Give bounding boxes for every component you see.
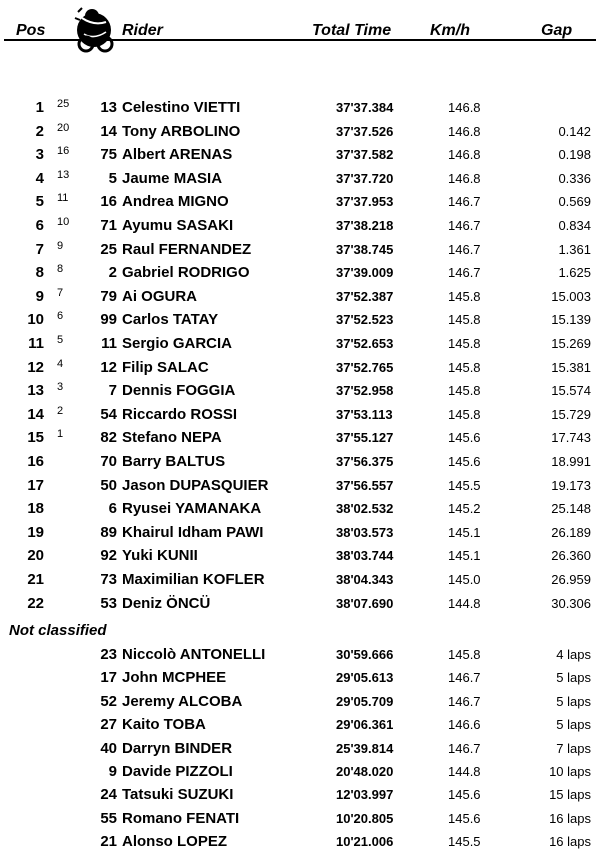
position: 20 (27, 547, 44, 565)
total-time: 37'52.958 (336, 383, 394, 399)
speed-kmh: 145.0 (448, 572, 481, 587)
rider-number: 21 (100, 833, 117, 851)
points: 13 (57, 168, 70, 181)
speed-kmh: 145.8 (448, 288, 481, 304)
rider-name: Romano FENATI (122, 809, 240, 827)
rider-name: Deniz ÖNCÜ (122, 594, 211, 612)
total-time: 29'05.709 (336, 693, 394, 709)
position: 11 (28, 335, 44, 352)
rider-name: Sergio GARCIA (122, 335, 233, 352)
total-time: 37'56.375 (336, 454, 394, 469)
speed-kmh: 145.8 (448, 336, 481, 351)
total-time: 37'39.009 (336, 265, 394, 281)
speed-kmh: 145.8 (448, 406, 481, 422)
speed-kmh: 145.8 (448, 359, 481, 375)
speed-kmh: 145.5 (448, 834, 481, 850)
total-time: 37'38.745 (336, 241, 394, 257)
header-kmh: Km/h (430, 22, 470, 39)
speed-kmh: 145.8 (448, 647, 481, 662)
result-row (0, 167, 602, 190)
gap: 30.306 (551, 595, 591, 611)
speed-kmh: 145.2 (448, 501, 481, 517)
total-time: 38'03.573 (336, 524, 394, 540)
speed-kmh: 146.6 (448, 717, 481, 733)
position: 8 (35, 264, 44, 282)
speed-kmh: 145.8 (448, 312, 481, 328)
position: 14 (27, 405, 44, 423)
gap: 19.173 (551, 477, 591, 493)
not-classified-row (0, 807, 602, 830)
position: 2 (35, 122, 44, 140)
gap: 10 laps (549, 764, 591, 779)
rider-number: 55 (100, 809, 117, 827)
rider-name: Niccolò ANTONELLI (122, 646, 266, 663)
total-time: 29'05.613 (336, 670, 394, 686)
speed-kmh: 145.5 (448, 477, 481, 493)
position: 17 (27, 476, 44, 494)
position: 13 (27, 382, 44, 400)
rider-name: John MCPHEE (122, 669, 227, 687)
result-row (0, 96, 602, 119)
gap: 16 laps (549, 810, 591, 826)
rider-number: 16 (100, 193, 117, 211)
result-row (0, 214, 602, 237)
speed-kmh: 146.8 (448, 170, 481, 186)
rider-name: Tatsuki SUZUKI (122, 786, 234, 804)
gap: 1.361 (558, 241, 591, 257)
rider-name: Kaito TOBA (122, 716, 206, 734)
rider-number: 99 (100, 311, 117, 329)
not-classified-row (0, 830, 602, 853)
points: 16 (57, 145, 70, 158)
position: 1 (35, 99, 44, 116)
gap: 26.360 (551, 548, 591, 564)
position: 7 (35, 240, 44, 258)
not-classified-row (0, 760, 602, 783)
rider-number: 40 (100, 739, 117, 757)
speed-kmh: 145.6 (448, 430, 481, 446)
not-classified-row (0, 666, 602, 689)
not-classified-heading: Not classified (9, 622, 107, 639)
gap: 0.336 (558, 170, 591, 186)
speed-kmh: 146.8 (448, 147, 481, 163)
total-time: 38'02.532 (336, 501, 394, 517)
rider-name: Riccardo ROSSI (122, 405, 238, 423)
result-row (0, 120, 602, 143)
gap: 0.569 (558, 194, 591, 210)
result-row (0, 308, 602, 331)
result-row (0, 143, 602, 166)
total-time: 37'37.953 (336, 194, 394, 210)
gap: 26.959 (551, 572, 591, 587)
gap: 25.148 (551, 501, 591, 517)
rider-name: Albert ARENAS (122, 146, 233, 164)
result-row (0, 261, 602, 284)
speed-kmh: 146.8 (448, 100, 481, 115)
total-time: 37'37.720 (336, 170, 394, 186)
rider-name: Maximilian KOFLER (122, 571, 265, 588)
rider-number: 50 (100, 476, 117, 494)
header-pos: Pos (16, 22, 46, 39)
speed-kmh: 144.8 (448, 595, 481, 611)
results-header (0, 0, 602, 44)
rider-number: 11 (101, 335, 117, 352)
rider-number: 13 (100, 99, 117, 116)
rider-number: 7 (108, 382, 117, 400)
speed-kmh: 146.7 (448, 693, 481, 709)
total-time: 38'07.690 (336, 595, 394, 611)
rider-number: 79 (100, 287, 117, 305)
header-gap: Gap (541, 22, 573, 39)
total-time: 37'37.526 (336, 123, 394, 139)
points: 20 (57, 121, 70, 134)
gap: 5 laps (556, 670, 591, 686)
result-row (0, 190, 602, 213)
gap: 15.574 (551, 383, 591, 399)
not-classified-row (0, 713, 602, 736)
speed-kmh: 146.7 (448, 265, 481, 281)
gap: 4 laps (556, 647, 591, 662)
total-time: 37'52.523 (336, 312, 394, 328)
points: 25 (57, 98, 70, 110)
total-time: 20'48.020 (336, 764, 394, 779)
rider-number: 54 (100, 405, 117, 423)
total-time: 37'55.127 (336, 430, 394, 446)
rider-number: 14 (100, 122, 117, 140)
rider-name: Stefano NEPA (122, 429, 222, 447)
header-divider (4, 39, 596, 41)
rider-name: Tony ARBOLINO (122, 122, 241, 140)
total-time: 30'59.666 (336, 647, 394, 662)
points: 3 (57, 381, 64, 394)
gap: 16 laps (549, 834, 591, 850)
result-row (0, 403, 602, 426)
rider-name: Yuki KUNII (122, 547, 198, 565)
speed-kmh: 145.8 (448, 383, 481, 399)
result-row (0, 238, 602, 261)
position: 5 (35, 193, 44, 211)
gap: 15.381 (551, 359, 591, 375)
rider-name: Raul FERNANDEZ (122, 240, 252, 258)
position: 22 (27, 594, 44, 612)
gap: 0.198 (558, 147, 591, 163)
rider-number: 73 (100, 571, 117, 588)
position: 6 (35, 217, 44, 234)
total-time: 37'52.765 (336, 359, 394, 375)
speed-kmh: 146.7 (448, 670, 481, 686)
rider-number: 6 (108, 500, 117, 518)
result-row (0, 544, 602, 567)
rider-name: Dennis FOGGIA (122, 382, 236, 400)
total-time: 37'38.218 (336, 218, 394, 233)
gap: 15 laps (549, 787, 591, 803)
position: 9 (35, 287, 44, 305)
points: 5 (57, 334, 64, 346)
rider-name: Gabriel RODRIGO (122, 264, 250, 282)
rider-number: 71 (100, 217, 117, 234)
total-time: 37'56.557 (336, 477, 394, 493)
points: 7 (57, 286, 64, 299)
total-time: 10'21.006 (336, 834, 394, 850)
gap: 7 laps (556, 740, 591, 756)
speed-kmh: 146.8 (448, 123, 481, 139)
rider-number: 27 (100, 716, 117, 734)
rider-name: Darryn BINDER (122, 739, 233, 757)
speed-kmh: 146.7 (448, 218, 481, 233)
not-classified-row (0, 737, 602, 760)
position: 15 (27, 429, 44, 447)
gap: 5 laps (556, 717, 591, 733)
total-time: 38'04.343 (336, 572, 394, 587)
position: 19 (27, 523, 44, 541)
not-classified-row (0, 690, 602, 713)
gap: 15.269 (551, 336, 591, 351)
rider-name: Ai OGURA (122, 287, 197, 305)
position: 21 (27, 571, 44, 588)
total-time: 12'03.997 (336, 787, 394, 803)
speed-kmh: 144.8 (448, 764, 481, 779)
speed-kmh: 146.7 (448, 740, 481, 756)
result-row (0, 332, 602, 355)
points: 2 (57, 404, 64, 417)
result-row (0, 379, 602, 402)
not-classified-row (0, 643, 602, 666)
rider-name: Carlos TATAY (122, 311, 219, 329)
gap: 1.625 (558, 265, 591, 281)
speed-kmh: 145.1 (448, 524, 481, 540)
speed-kmh: 145.6 (448, 810, 481, 826)
rider-name: Celestino VIETTI (122, 99, 241, 116)
rider-number: 75 (100, 146, 117, 164)
gap: 18.991 (551, 454, 591, 469)
rider-number: 52 (100, 692, 117, 710)
speed-kmh: 146.7 (448, 241, 481, 257)
position: 4 (35, 169, 44, 187)
gap: 5 laps (556, 693, 591, 709)
rider-number: 17 (100, 669, 117, 687)
result-row (0, 521, 602, 544)
gap: 0.142 (558, 123, 591, 139)
total-time: 38'03.744 (336, 548, 394, 564)
result-row (0, 285, 602, 308)
gap: 0.834 (558, 218, 591, 233)
gap: 17.743 (551, 430, 591, 446)
position: 12 (27, 358, 44, 376)
total-time: 37'37.582 (336, 147, 394, 163)
result-row (0, 426, 602, 449)
rider-number: 12 (100, 358, 117, 376)
result-row (0, 474, 602, 497)
speed-kmh: 145.6 (448, 454, 481, 469)
gap: 26.189 (551, 524, 591, 540)
rider-name: Ryusei YAMANAKA (122, 500, 262, 518)
result-row (0, 568, 602, 591)
points: 8 (57, 263, 64, 276)
total-time: 37'53.113 (336, 406, 393, 422)
not-classified-row (0, 783, 602, 806)
result-row (0, 497, 602, 520)
rider-name: Khairul Idham PAWI (122, 523, 264, 541)
points: 9 (57, 239, 64, 252)
total-time: 37'52.653 (336, 336, 394, 351)
rider-number: 92 (100, 547, 117, 565)
speed-kmh: 145.6 (448, 787, 481, 803)
header-rider: Rider (122, 22, 163, 39)
rider-number: 89 (100, 523, 117, 541)
position: 10 (27, 311, 44, 329)
result-row (0, 356, 602, 379)
position: 16 (27, 453, 44, 470)
rider-number: 25 (100, 240, 117, 258)
rider-name: Jaume MASIA (122, 169, 223, 187)
total-time: 37'52.387 (336, 288, 394, 304)
points: 10 (57, 216, 70, 228)
rider-name: Jeremy ALCOBA (122, 692, 243, 710)
rider-name: Davide PIZZOLI (122, 763, 233, 780)
rider-name: Filip SALAC (122, 358, 209, 376)
rider-number: 5 (108, 169, 117, 187)
rider-number: 24 (100, 786, 117, 804)
rider-name: Jason DUPASQUIER (122, 476, 269, 494)
rider-number: 9 (108, 763, 117, 780)
gap: 15.003 (551, 288, 591, 304)
speed-kmh: 145.1 (448, 548, 481, 564)
rider-name: Ayumu SASAKI (122, 217, 234, 234)
rider-name: Andrea MIGNO (122, 193, 229, 211)
position: 3 (35, 146, 44, 164)
total-time: 37'37.384 (336, 100, 394, 115)
points: 1 (57, 428, 64, 441)
result-row (0, 592, 602, 615)
result-row (0, 450, 602, 473)
points: 11 (57, 192, 69, 205)
points: 4 (57, 357, 64, 370)
header-total-time: Total Time (312, 22, 392, 39)
total-time: 29'06.361 (336, 717, 394, 733)
points: 6 (57, 310, 64, 323)
speed-kmh: 146.7 (448, 194, 481, 210)
rider-name: Barry BALTUS (122, 453, 226, 470)
rider-name: Alonso LOPEZ (122, 833, 227, 851)
total-time: 25'39.814 (336, 740, 394, 756)
rider-number: 23 (100, 646, 117, 663)
total-time: 10'20.805 (336, 810, 394, 826)
rider-number: 2 (108, 264, 117, 282)
rider-number: 70 (100, 453, 117, 470)
rider-number: 53 (100, 594, 117, 612)
gap: 15.729 (551, 406, 591, 422)
rider-number: 82 (100, 429, 117, 447)
position: 18 (27, 500, 44, 518)
gap: 15.139 (551, 312, 591, 328)
motorcycle-rider-icon (72, 4, 116, 54)
